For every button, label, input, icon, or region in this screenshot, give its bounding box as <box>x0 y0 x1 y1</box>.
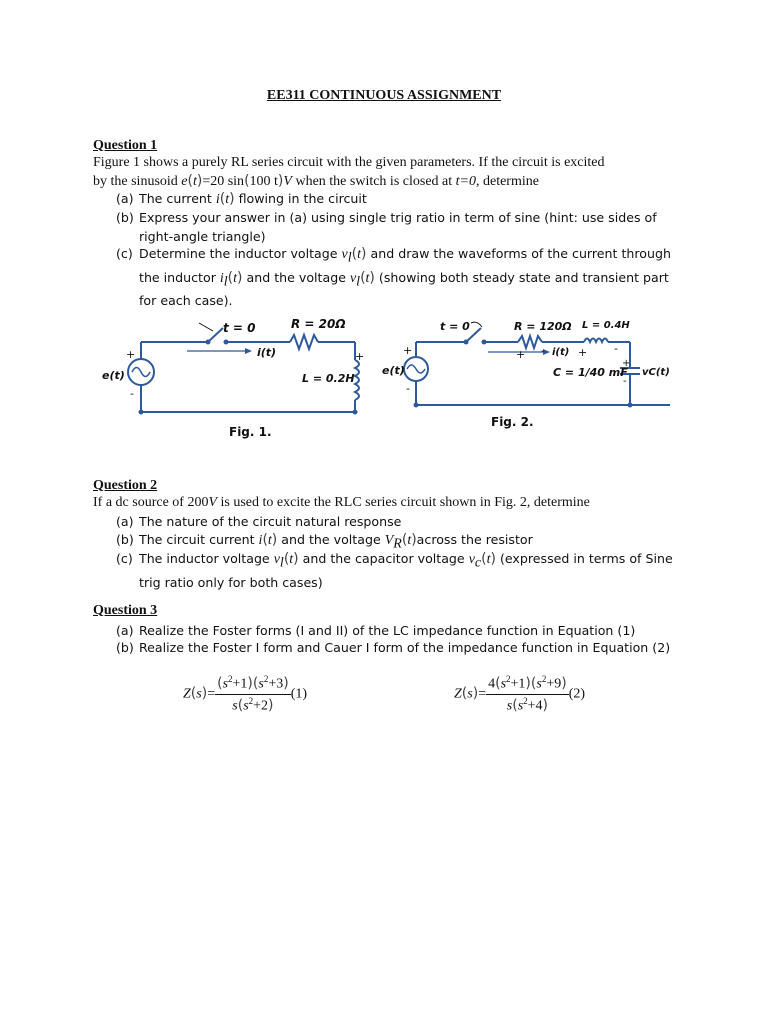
question-2-intro: If a dc source of 200V is used to excite the RLC series circuit shown in Fig. 2, determine <box>93 495 590 510</box>
question-3-heading: Question 3 <box>93 603 158 618</box>
fig2-resistor <box>518 336 542 348</box>
question-1-heading: Question 1 <box>93 138 158 153</box>
fig2-resistor-minus: - <box>541 344 545 357</box>
fig1-source-minus: - <box>130 387 134 400</box>
fig1-switch-arrow-icon <box>199 323 213 331</box>
fig1-inductor-label: L = 0.2H <box>302 372 355 385</box>
fig1-current-arrow-head <box>245 348 252 354</box>
equation-2: Z(s)= $\frac{4(s^2+1)(s^2+9)}{s(s^2+4)}$ (2) <box>454 674 586 714</box>
fig1-source-label: e(t) <box>102 369 125 382</box>
eq1-fraction: $\frac{(s^2+1)(s^2+3)}{s(s^2+2)}$ <box>217 674 289 714</box>
fig1-inductor-plus: + <box>355 350 365 363</box>
fig1-sine-icon <box>132 368 150 377</box>
fig2-switch-arrow-icon <box>471 322 482 327</box>
figure-2-circuit <box>378 312 673 437</box>
fig2-capacitor-plus: + <box>622 358 631 369</box>
fig2-caption: Fig. 2. <box>491 415 534 429</box>
fig2-current-label: i(t) <box>552 347 570 358</box>
fig1-source-plus: + <box>126 348 136 361</box>
page-title: EE311 CONTINUOUS ASSIGNMENT <box>266 88 502 103</box>
q1-intro-line1: Figure 1 shows a purely RL series circuit with the given parameters. If the circuit is excited <box>93 155 605 170</box>
fig2-cap-voltage-label: vC(t) <box>642 367 670 378</box>
fig2-source-label: e(t) <box>382 364 405 377</box>
fig1-resistor <box>290 335 318 349</box>
fig2-inductor-label: L = 0.4H <box>582 320 630 331</box>
fig2-inductor-minus: - <box>614 342 618 355</box>
fig2-inductor <box>584 339 608 343</box>
fig1-current-label: i(t) <box>257 346 277 359</box>
fig2-resistor-plus: + <box>516 348 526 361</box>
fig1-resistor-label: R = 20Ω <box>291 317 346 331</box>
question-1-intro <box>93 154 673 191</box>
fig2-capacitor-label: C = 1/40 mF <box>553 366 628 379</box>
fig2-capacitor-minus: - <box>623 376 627 387</box>
figure-1-circuit <box>95 312 385 442</box>
fig2-sine-icon <box>407 365 425 373</box>
equation-1: Z(s)= $\frac{(s^2+1)(s^2+3)}{s(s^2+2)}$ (1) <box>183 674 308 714</box>
fig2-source-minus: - <box>406 382 410 395</box>
eq2-fraction: $\frac{4(s^2+1)(s^2+9)}{s(s^2+4)}$ <box>488 674 567 714</box>
fig2-inductor-plus: + <box>578 346 588 359</box>
eq1-tag: (1) <box>290 686 308 702</box>
fig1-caption: Fig. 1. <box>229 425 272 439</box>
fig2-resistor-label: R = 120Ω <box>514 320 572 333</box>
fig2-source-plus: + <box>403 344 413 357</box>
fig1-switch-blade <box>208 328 223 342</box>
question-2-heading: Question 2 <box>93 478 158 493</box>
fig2-switch-label: t = 0 <box>440 320 470 333</box>
q1-intro-line2: by the sinusoid e(t)=20 sin(100 t)V when the switch is closed at t=0, determine <box>93 173 539 189</box>
fig1-inductor <box>355 360 359 400</box>
eq2-tag: (2) <box>568 686 586 702</box>
fig1-switch-label: t = 0 <box>223 321 256 335</box>
